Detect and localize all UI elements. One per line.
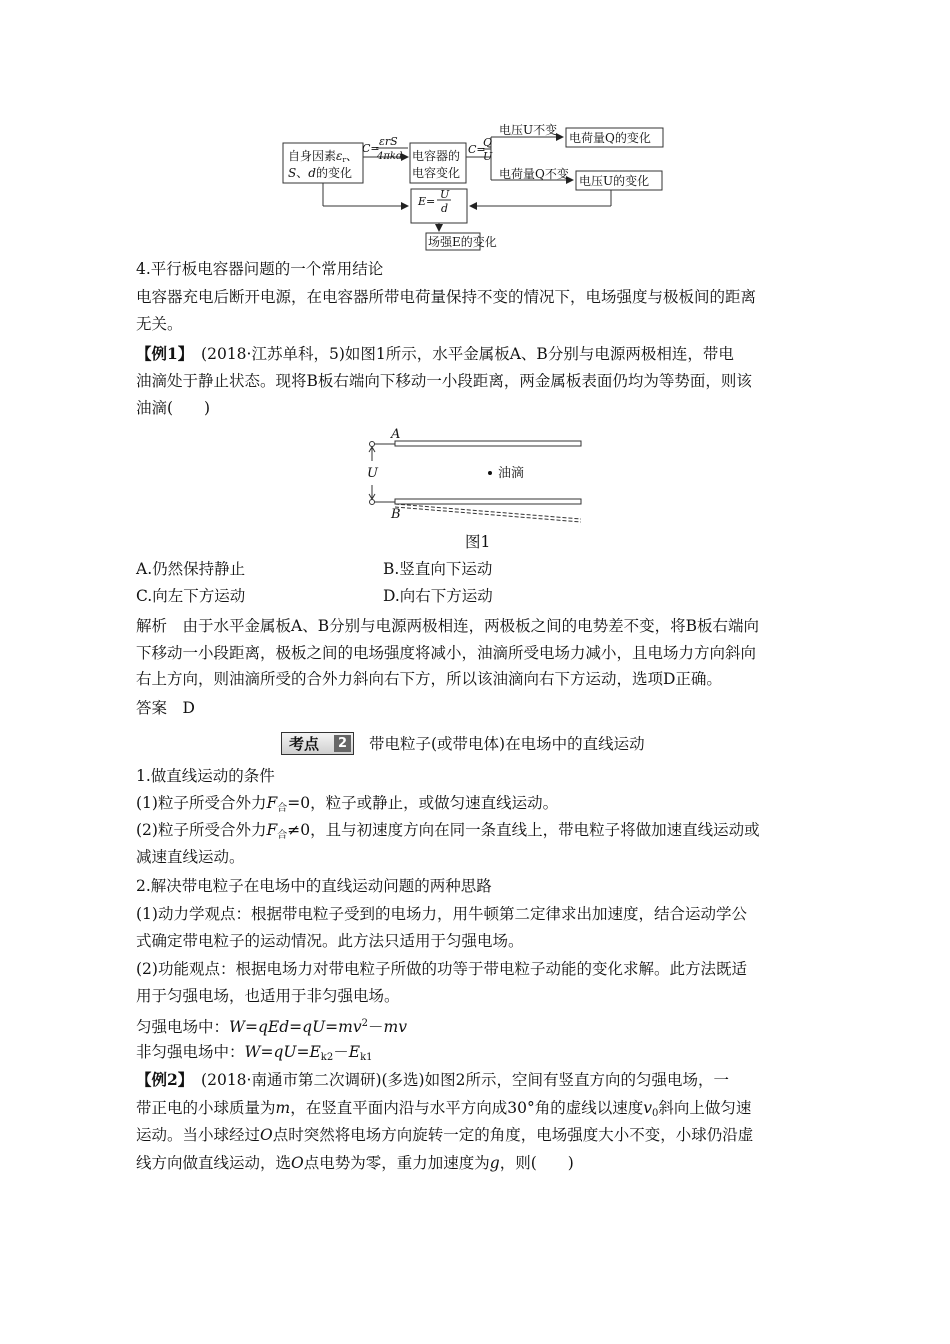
sec2-dynamics-1: (1)动力学观点：根据带电粒子受到的电场力，用牛顿第二定律求出加速度，结合运动学公 <box>136 905 747 923</box>
solution-line3: 右上方向，则油滴所受的合外力斜向右下方，所以该油滴向右下方运动，选项D正确。 <box>136 670 722 688</box>
result-voltage-change: 电压U的变化 <box>579 174 650 188</box>
section4-text-1: 电容器充电后断开电源，在电容器所带电荷量保持不变的情况下，电场强度与极板间的距离 <box>136 288 757 306</box>
formula-C-num: εrS <box>379 135 398 148</box>
answer-line: 答案 D <box>136 699 195 717</box>
figure1-caption: 图1 <box>465 533 491 551</box>
option-B: B.竖直向下运动 <box>383 560 493 578</box>
option-A: A.仍然保持静止 <box>136 560 246 578</box>
result-charge-change: 电荷量Q的变化 <box>569 131 651 145</box>
example2-label: 【例2】 <box>136 1070 186 1089</box>
box1-line2-c: d <box>308 166 316 180</box>
figure1-capacitor <box>355 428 595 528</box>
formula-Q-num: Q <box>483 136 493 149</box>
label-A: A <box>391 428 401 442</box>
section4-text-2: 无关。 <box>136 315 183 333</box>
example2-line3: 运动。当小球经过O点时突然将电场方向旋转一定的角度，电场强度大小不变，小球仍沿虚 <box>136 1126 754 1144</box>
sec2-energy-1: (2)功能观点：根据电场力对带电粒子所做的功等于带电粒子动能的变化求解。此方法既适 <box>136 960 747 978</box>
label-B: B <box>391 507 401 522</box>
kaodian-label: 考点 <box>289 735 320 753</box>
plate-B <box>395 499 581 504</box>
formula-Q-eq: C= <box>468 143 486 156</box>
example1-text-1: (2018·江苏单科，5)如图1所示，水平金属板A、B分别与电源两极相连，带电 <box>185 345 734 363</box>
box1-line1-var: ε <box>336 149 343 163</box>
box1-line2-b: 、 <box>296 166 309 180</box>
box1-line2-d: 的变化 <box>315 166 352 180</box>
example1-label: 【例1】 <box>136 344 186 363</box>
example2-line2: 带正电的小球质量为m，在竖直平面内沿与水平方向成30°角的虚线以速度$v_0$斜向上做匀速 <box>136 1099 752 1119</box>
example1-line2: 油滴处于静止状态。现将B板右端向下移动一小段距离，两金属板表面仍均为等势面，则该 <box>136 372 752 390</box>
sec2-dynamics-2: 式确定带电粒子的运动情况。此方法只适用于匀强电场。 <box>136 932 524 950</box>
option-D: D.向右下方运动 <box>383 587 493 605</box>
formula-E-eq: E= <box>418 195 436 208</box>
box2-line2: 电容变化 <box>412 166 461 180</box>
box1-line1-sub: r <box>342 156 346 164</box>
plate-A <box>395 441 581 446</box>
option-C: C.向左下方运动 <box>136 587 246 605</box>
oil-drop-dot <box>488 471 492 475</box>
example1-line1 <box>136 341 734 367</box>
box1-line1-post: 、 <box>345 149 358 163</box>
sec2-heading: 2.解决带电粒子在电场中的直线运动问题的两种思路 <box>136 877 492 895</box>
solution-line2: 下移动一小段距离，极板之间的电场强度将减小，油滴所受电场力减小，且电场力方向斜向 <box>136 644 757 662</box>
formula-C-den: 4πkd <box>377 151 403 162</box>
box2-line1: 电容器的 <box>412 149 461 163</box>
result-field-change: 场强E的变化 <box>428 235 497 249</box>
uniform-field-formula: 匀强电场中：$W=qEd=qU=mv^2-mv$ <box>136 1018 407 1036</box>
condition-voltage-constant: 电压U不变 <box>499 123 558 137</box>
condition-charge-constant: 电荷量Q不变 <box>499 167 569 181</box>
box1-line1-pre: 自身因素 <box>288 149 337 163</box>
solution-line1: 解析 由于水平金属板A、B分别与电源两极相连，两极板之间的电势差不变，将B板右端向 <box>136 617 759 635</box>
sec1-cond2-cont: 减速直线运动。 <box>136 848 245 866</box>
kaodian-badge <box>281 732 354 755</box>
formula-E-den: d <box>441 202 449 215</box>
label-U: U <box>367 466 378 481</box>
sec1-cond1: (1)粒子所受合外力$F_合=0$，粒子或静止，或做匀速直线运动。 <box>136 794 559 814</box>
svg-text:自身因素εr、 <box>288 148 358 164</box>
formula-E-num: U <box>440 188 450 201</box>
kaodian-number: 2 <box>334 735 351 752</box>
sec1-heading: 1.做直线运动的条件 <box>136 767 275 785</box>
example1-line3: 油滴( ) <box>136 399 211 417</box>
sec1-cond2: (2)粒子所受合外力$F_合\ne 0$，且与初速度方向在同一条直线上，带电粒子将做加速直线运动或 <box>136 821 760 841</box>
label-oil-drop: 油滴 <box>498 466 525 481</box>
formula-Q-den: U <box>483 150 493 163</box>
sec2-energy-2: 用于匀强电场，也适用于非匀强电场。 <box>136 987 400 1005</box>
nonuniform-field-formula: 非匀强电场中：$W=qU=E_{k2}-E_{k1}$ <box>136 1043 373 1063</box>
box1-line2-a: S <box>288 166 297 180</box>
example2-line1: 【例2】 (2018·南通市第二次调研)(多选)如图2所示，空间有竖直方向的匀强电场，一 <box>136 1070 729 1089</box>
capacitor-flow-diagram <box>0 0 950 260</box>
formula-C-eq: C= <box>362 142 380 155</box>
kaodian-title: 带电粒子(或带电体)在电场中的直线运动 <box>369 735 645 753</box>
example2-line4: 线方向做直线运动，选O点电势为零，重力加速度为g，则( ) <box>136 1154 574 1172</box>
section4-heading: 4.平行板电容器问题的一个常用结论 <box>136 260 384 278</box>
svg-text:S、d的变化 <box>288 165 352 180</box>
